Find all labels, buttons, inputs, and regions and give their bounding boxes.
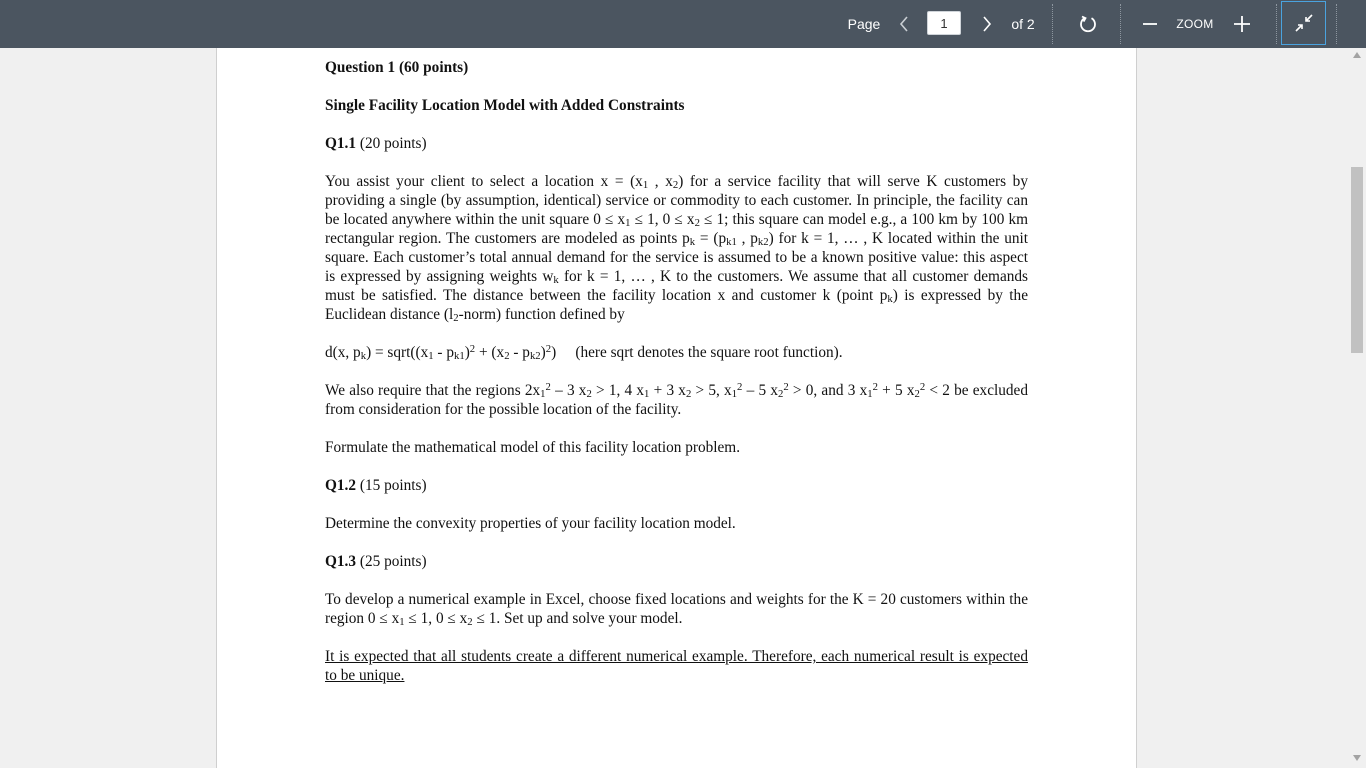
chevron-left-icon xyxy=(899,16,909,32)
q13-heading: Q1.3 (25 points) xyxy=(325,553,427,570)
scroll-down-arrow-icon[interactable] xyxy=(1353,755,1361,761)
toolbar-divider xyxy=(1120,4,1121,44)
previous-page-button[interactable] xyxy=(890,0,918,48)
question-title: Question 1 (60 points) xyxy=(325,59,469,76)
vertical-scrollbar[interactable] xyxy=(1349,48,1366,768)
convexity-instruction: Determine the convexity properties of your facility location model. xyxy=(325,515,736,532)
scroll-up-arrow-icon[interactable] xyxy=(1353,52,1361,58)
q11-heading: Q1.1 (20 points) xyxy=(325,135,427,152)
toolbar-divider xyxy=(1336,4,1337,44)
rotate-button[interactable] xyxy=(1070,0,1106,48)
numerical-example-instruction: To develop a numerical example in Excel, choose fixed locations and weights for the K = 20 customers within the region $0 \le x_1 \le 1$, $0 \le x_2 \le 1$. Set up and solve your model. xyxy=(325,591,1028,629)
scrollbar-thumb[interactable] xyxy=(1351,167,1363,353)
zoom-out-button[interactable] xyxy=(1136,0,1164,48)
zoom-in-button[interactable] xyxy=(1228,0,1256,48)
toolbar-divider xyxy=(1052,4,1053,44)
distance-formula: d(x, $p_k$) = $sqrt((x_1 - p_{k1})^2 + (x_2 - p_{k2})^2)$ (here sqrt denotes the square root function). xyxy=(325,343,843,363)
rotate-icon xyxy=(1078,14,1098,34)
page-label: Page xyxy=(847,16,881,32)
zoom-label: ZOOM xyxy=(1176,17,1214,31)
toolbar-divider xyxy=(1276,4,1277,44)
page-count-label: of 2 xyxy=(1011,16,1035,32)
chevron-right-icon xyxy=(982,16,992,32)
collapse-icon xyxy=(1295,14,1313,32)
excluded-regions-paragraph: We also require that the regions $2x_1^2 - 3$ $x_2 > 1$, 4 $x_1 + 3$ $x_2 > 5$, $x_1^2 - 5$ $x_2^2 > 0$, and 3 $x_1^2 + 5$ $x_2^2 < 2$ be excluded from consideration for the possible location of the facility. xyxy=(325,381,1028,418)
minus-icon xyxy=(1143,17,1157,31)
pdf-toolbar xyxy=(0,0,1366,48)
exit-fullscreen-button[interactable] xyxy=(1281,1,1326,45)
q12-heading: Q1.2 (15 points) xyxy=(325,477,427,494)
page-number-input[interactable] xyxy=(927,11,961,35)
document-content xyxy=(325,58,1028,704)
formulate-instruction: Formulate the mathematical model of this facility location problem. xyxy=(325,439,741,456)
next-page-button[interactable] xyxy=(973,0,1001,48)
uniqueness-note: It is expected that all students create a different numerical example. Therefore, each numerical result is expected to be unique. xyxy=(325,648,1028,684)
document-page xyxy=(216,48,1137,768)
problem-description: You assist your client to select a location $x = (x_1$ , $x_2$) for a service facility that will serve K customers by providing a single (by assumption, identical) service or commodity to each customer. In principle, the facility can be located anywhere within the unit square $0 \le x_1 \le 1$, $0 \le x_2 \le 1$; this square can model e.g., a 100 km by 100 km rectangular region. The customers are modeled as points $p_k = (p_{k1}$ , $p_{k2}$) for k = 1, … , K located within the unit square. Each customer’s total annual demand for the service is assumed to be a known positive value: this aspect is expressed by assigning weights $w_k$ for k = 1, … , K to the customers. We assume that all customer demands must be satisfied. The distance between the facility location x and customer k (point $p_k$) is expressed by the Euclidean distance $(l_2-norm)$ function defined by xyxy=(325,173,1028,325)
plus-icon xyxy=(1234,16,1250,32)
section-subtitle: Single Facility Location Model with Added Constraints xyxy=(325,97,685,114)
